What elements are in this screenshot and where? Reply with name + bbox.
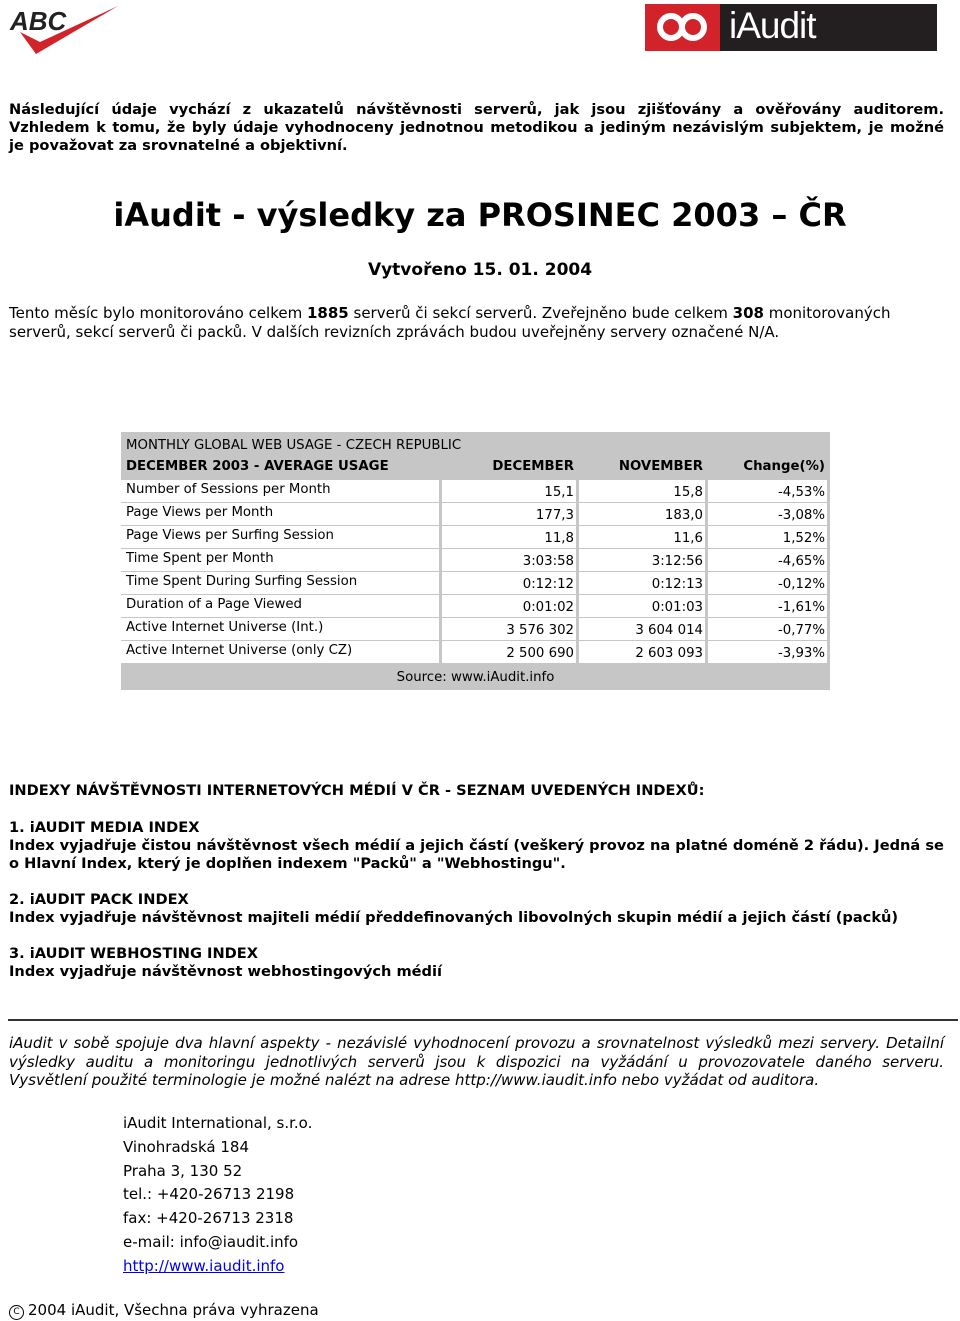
contact-block: [123, 1112, 312, 1279]
december-value: 15,1: [442, 480, 576, 502]
index-2-description: Index vyjadřuje návštěvnost majiteli médií předdefinovaných libovolných skupin médií a jejich částí (packů): [9, 909, 899, 926]
iaudit-logo-mark: [645, 4, 720, 51]
monitoring-text-2: serverů či sekcí serverů. Zveřejněno bude celkem: [348, 304, 733, 322]
change-value: -4,65%: [708, 549, 827, 571]
index-1-description: Index vyjadřuje čistou návštěvnost všech médií a jejich částí (veškerý provoz na platné doméně 2 řádu). Jedná se o Hlavní Index, který je doplňen indexem "Packů" a "Webhostingu".: [9, 837, 944, 872]
table-row: [121, 526, 830, 548]
change-value: -1,61%: [708, 595, 827, 617]
table-row: [121, 549, 830, 571]
november-value: 3:12:56: [579, 549, 705, 571]
iaudit-logo-text: iAudit: [729, 5, 816, 46]
monitoring-paragraph: [9, 304, 944, 342]
intro-paragraph: Následující údaje vychází z ukazatelů návštěvnosti serverů, jak jsou zjišťovány a ověřovány auditorem. Vzhledem k tomu, že byly údaje vyhodnoceny jednotnou metodikou a jediným nezávislým subjektem, je možné je považovat za srovnatelné a objektivní.: [9, 101, 944, 154]
separator-line: [8, 1019, 958, 1021]
change-value: -0,77%: [708, 618, 827, 640]
december-value: 0:01:02: [442, 595, 576, 617]
created-date: Vytvořeno 15. 01. 2004: [367, 260, 593, 280]
december-value: 0:12:12: [442, 572, 576, 594]
abc-logo: [6, 2, 126, 60]
fax-number: fax: +420-26713 2318: [123, 1209, 294, 1228]
index-3-description: Index vyjadřuje návštěvnost webhostingových médií: [9, 963, 443, 980]
footer: [9, 1301, 319, 1320]
index-2-title: 2. iAUDIT PACK INDEX: [9, 891, 189, 908]
december-value: 3 576 302: [442, 618, 576, 640]
table-row: [121, 572, 830, 594]
footer-text: 2004 iAudit, Všechna práva vyhrazena: [28, 1301, 319, 1319]
street-address: Vinohradská 184: [123, 1137, 249, 1156]
column-header-change: Change(%): [743, 459, 825, 474]
index-section-heading: INDEXY NÁVŠTĚVNOSTI INTERNETOVÝCH MÉDIÍ V ČR - SEZNAM UVEDENÝCH INDEXŮ:: [9, 782, 705, 799]
november-value: 0:01:03: [579, 595, 705, 617]
row-label: Time Spent During Surfing Session: [121, 572, 439, 594]
november-value: 183,0: [579, 503, 705, 525]
row-label: Page Views per Surfing Session: [121, 526, 439, 548]
december-value: 2 500 690: [442, 641, 576, 663]
table-row: [121, 595, 830, 617]
index-3-title: 3. iAUDIT WEBHOSTING INDEX: [9, 945, 259, 962]
monitoring-text-1: Tento měsíc bylo monitorováno celkem: [9, 304, 307, 322]
abc-logo-text: ABC: [10, 6, 67, 36]
monitoring-text-3: monitorovaných serverů, sekcí serverů či packů. V dalších revizních zprávách budou uveřejněny servery označené N/A.: [9, 304, 891, 341]
change-value: -3,08%: [708, 503, 827, 525]
index-1-title: 1. iAUDIT MEDIA INDEX: [9, 819, 200, 836]
change-value: 1,52%: [708, 526, 827, 548]
row-label: Duration of a Page Viewed: [121, 595, 439, 617]
column-header-november: NOVEMBER: [618, 459, 703, 474]
usage-table: [121, 432, 830, 690]
iaudit-logo: [645, 4, 937, 51]
november-value: 15,8: [579, 480, 705, 502]
copyright-icon: C: [9, 1305, 24, 1320]
november-value: 2 603 093: [579, 641, 705, 663]
monitoring-total: 1885: [307, 304, 349, 322]
change-value: -3,93%: [708, 641, 827, 663]
table-row: [121, 641, 830, 663]
change-value: -0,12%: [708, 572, 827, 594]
column-header-december: DECEMBER: [492, 459, 574, 474]
email-address: e-mail: info@iaudit.info: [123, 1232, 299, 1251]
november-value: 0:12:13: [579, 572, 705, 594]
december-value: 11,8: [442, 526, 576, 548]
page-title: iAudit - výsledky za PROSINEC 2003 – ČR: [113, 196, 847, 234]
monitoring-published: 308: [732, 304, 764, 322]
table-heading: MONTHLY GLOBAL WEB USAGE - CZECH REPUBLIC: [126, 438, 462, 453]
november-value: 3 604 014: [579, 618, 705, 640]
row-label: Active Internet Universe (only CZ): [121, 641, 439, 663]
december-value: 177,3: [442, 503, 576, 525]
phone-number: tel.: +420-26713 2198: [123, 1185, 295, 1204]
change-value: -4,53%: [708, 480, 827, 502]
row-label: Active Internet Universe (Int.): [121, 618, 439, 640]
note-paragraph: iAudit v sobě spojuje dva hlavní aspekty - nezávislé vyhodnocení provozu a srovnatelnost výsledků mezi servery. Detailní výsledky auditu a monitoringu jednotlivých serverů jsou k dispozici na vyžádání u provozovatele daného serveru. Vysvětlení použité terminologie je možné nalézt na adrese http://www.iaudit.info nebo vyžádat od auditora.: [9, 1034, 944, 1089]
table-row: [121, 503, 830, 525]
row-label: Page Views per Month: [121, 503, 439, 525]
november-value: 11,6: [579, 526, 705, 548]
table-source: Source: www.iAudit.info: [396, 670, 555, 685]
website-link[interactable]: http://www.iaudit.info: [123, 1256, 285, 1275]
row-label: Number of Sessions per Month: [121, 480, 439, 502]
company-name: iAudit International, s.r.o.: [123, 1114, 313, 1132]
table-subheading: DECEMBER 2003 - AVERAGE USAGE: [126, 459, 389, 474]
december-value: 3:03:58: [442, 549, 576, 571]
row-label: Time Spent per Month: [121, 549, 439, 571]
table-row: [121, 480, 830, 502]
city-address: Praha 3, 130 52: [123, 1161, 243, 1180]
table-row: [121, 618, 830, 640]
